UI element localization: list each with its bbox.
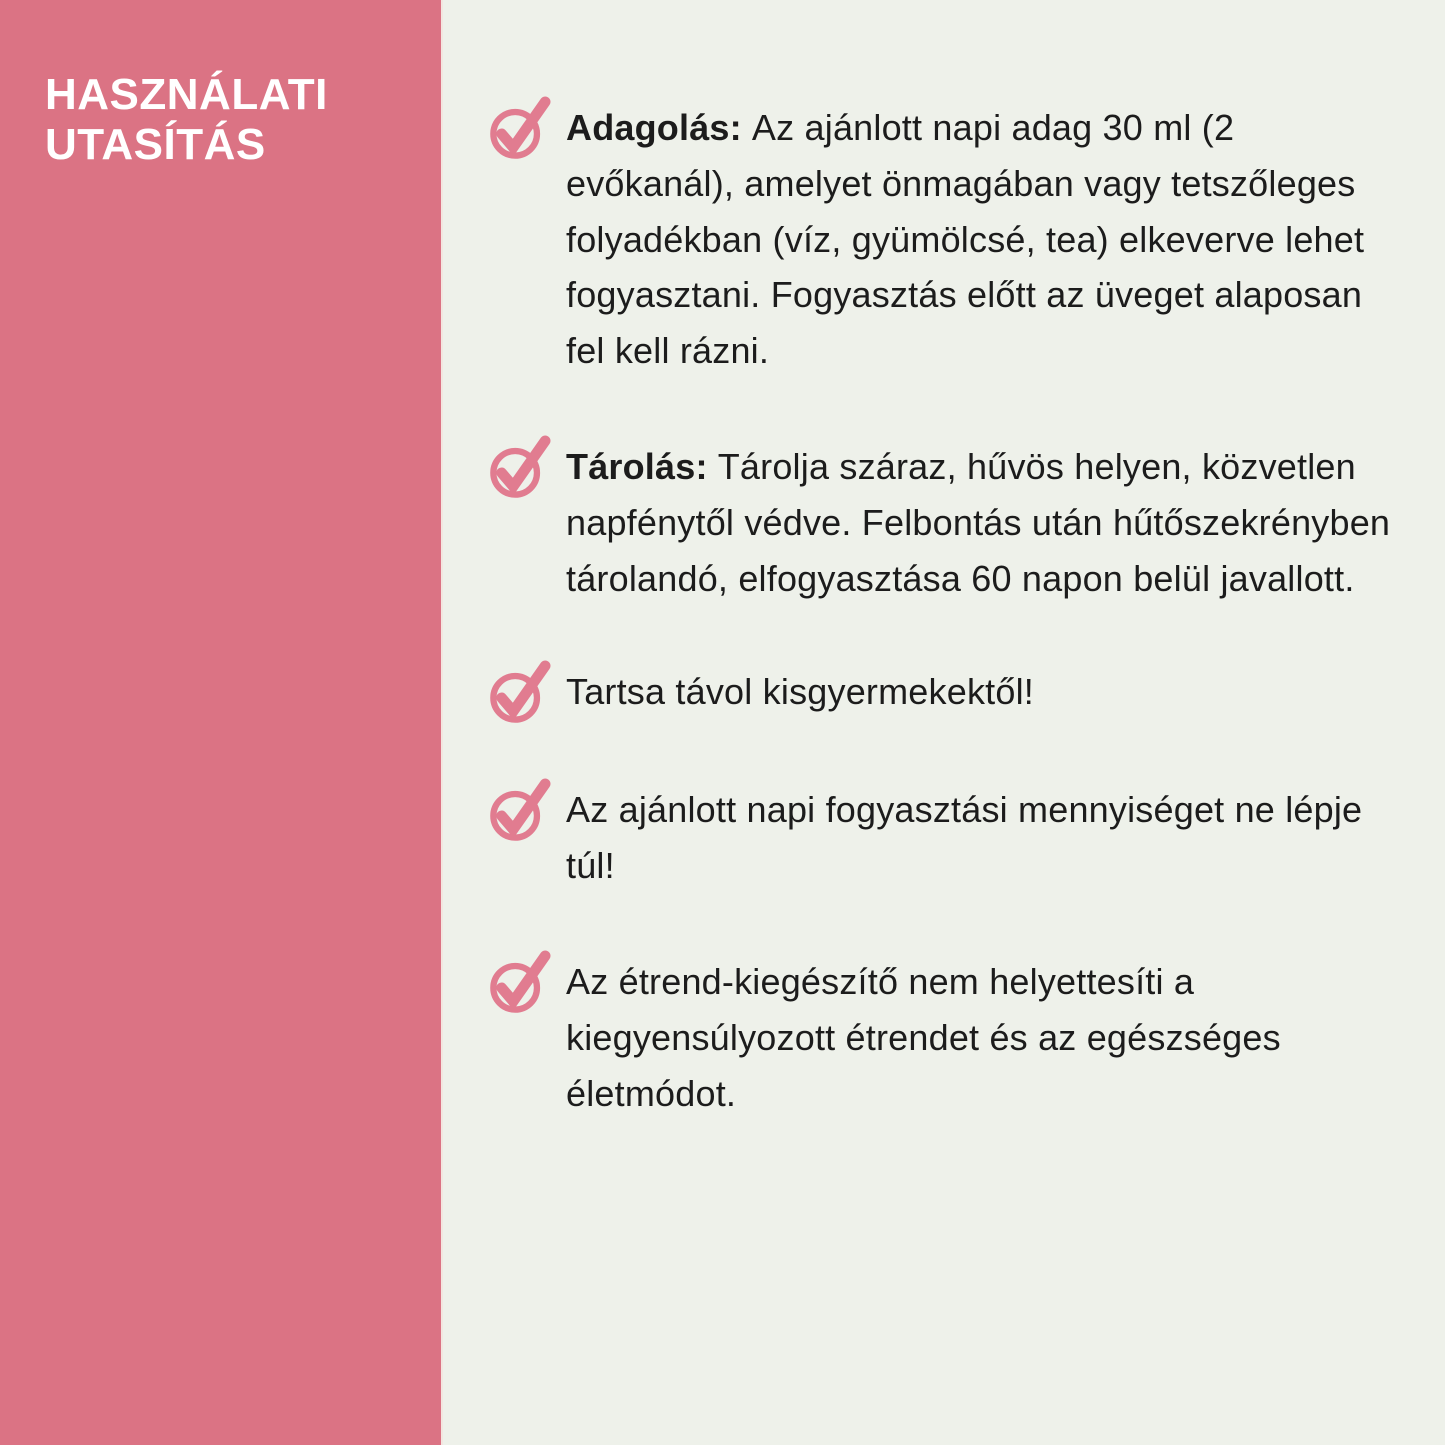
bullet-lead: Tárolás: bbox=[566, 445, 708, 487]
sidebar bbox=[0, 0, 443, 1445]
check-circle-icon bbox=[489, 658, 551, 726]
list-item bbox=[489, 664, 1403, 726]
bullet-text bbox=[566, 100, 1403, 379]
bullet-body: Az ajánlott napi adag 30 ml (2 evőkanál), amelyet önmagában vagy tetszőleges folyadékban (víz, gyümölcsé, tea) elkeverve lehet fogyasztani. Fogyasztás előtt az üveget alaposan fel kell rázni. bbox=[566, 107, 1365, 372]
bullet-body: Az étrend-kiegészítő nem helyettesíti a kiegyensúlyozott étrendet és az egészséges életmódot. bbox=[566, 960, 1281, 1114]
check-circle-icon bbox=[489, 94, 551, 162]
check-circle-icon bbox=[489, 776, 551, 844]
bullet-body: Tárolja száraz, hűvös helyen, közvetlen napfénytől védve. Felbontás után hűtőszekrényben tárolandó, elfogyasztása 60 napon belül javallott. bbox=[566, 445, 1391, 599]
list-item bbox=[489, 954, 1403, 1121]
check-circle-icon bbox=[489, 433, 551, 501]
bullet-text bbox=[566, 439, 1403, 606]
bullet-text bbox=[566, 782, 1403, 894]
list-item bbox=[489, 782, 1403, 894]
bullet-text bbox=[566, 954, 1403, 1121]
list-item bbox=[489, 439, 1403, 606]
bullet-body: Tartsa távol kisgyermekektől! bbox=[566, 671, 1034, 713]
bullet-body: Az ajánlott napi fogyasztási mennyiséget ne lépje túl! bbox=[566, 789, 1363, 887]
instructions-list bbox=[443, 0, 1445, 1445]
list-item bbox=[489, 100, 1403, 379]
page-title: HASZNÁLATI UTASÍTÁS bbox=[45, 70, 328, 169]
check-circle-icon bbox=[489, 948, 551, 1016]
bullet-text bbox=[566, 664, 1034, 720]
bullet-lead: Adagolás: bbox=[566, 107, 742, 148]
